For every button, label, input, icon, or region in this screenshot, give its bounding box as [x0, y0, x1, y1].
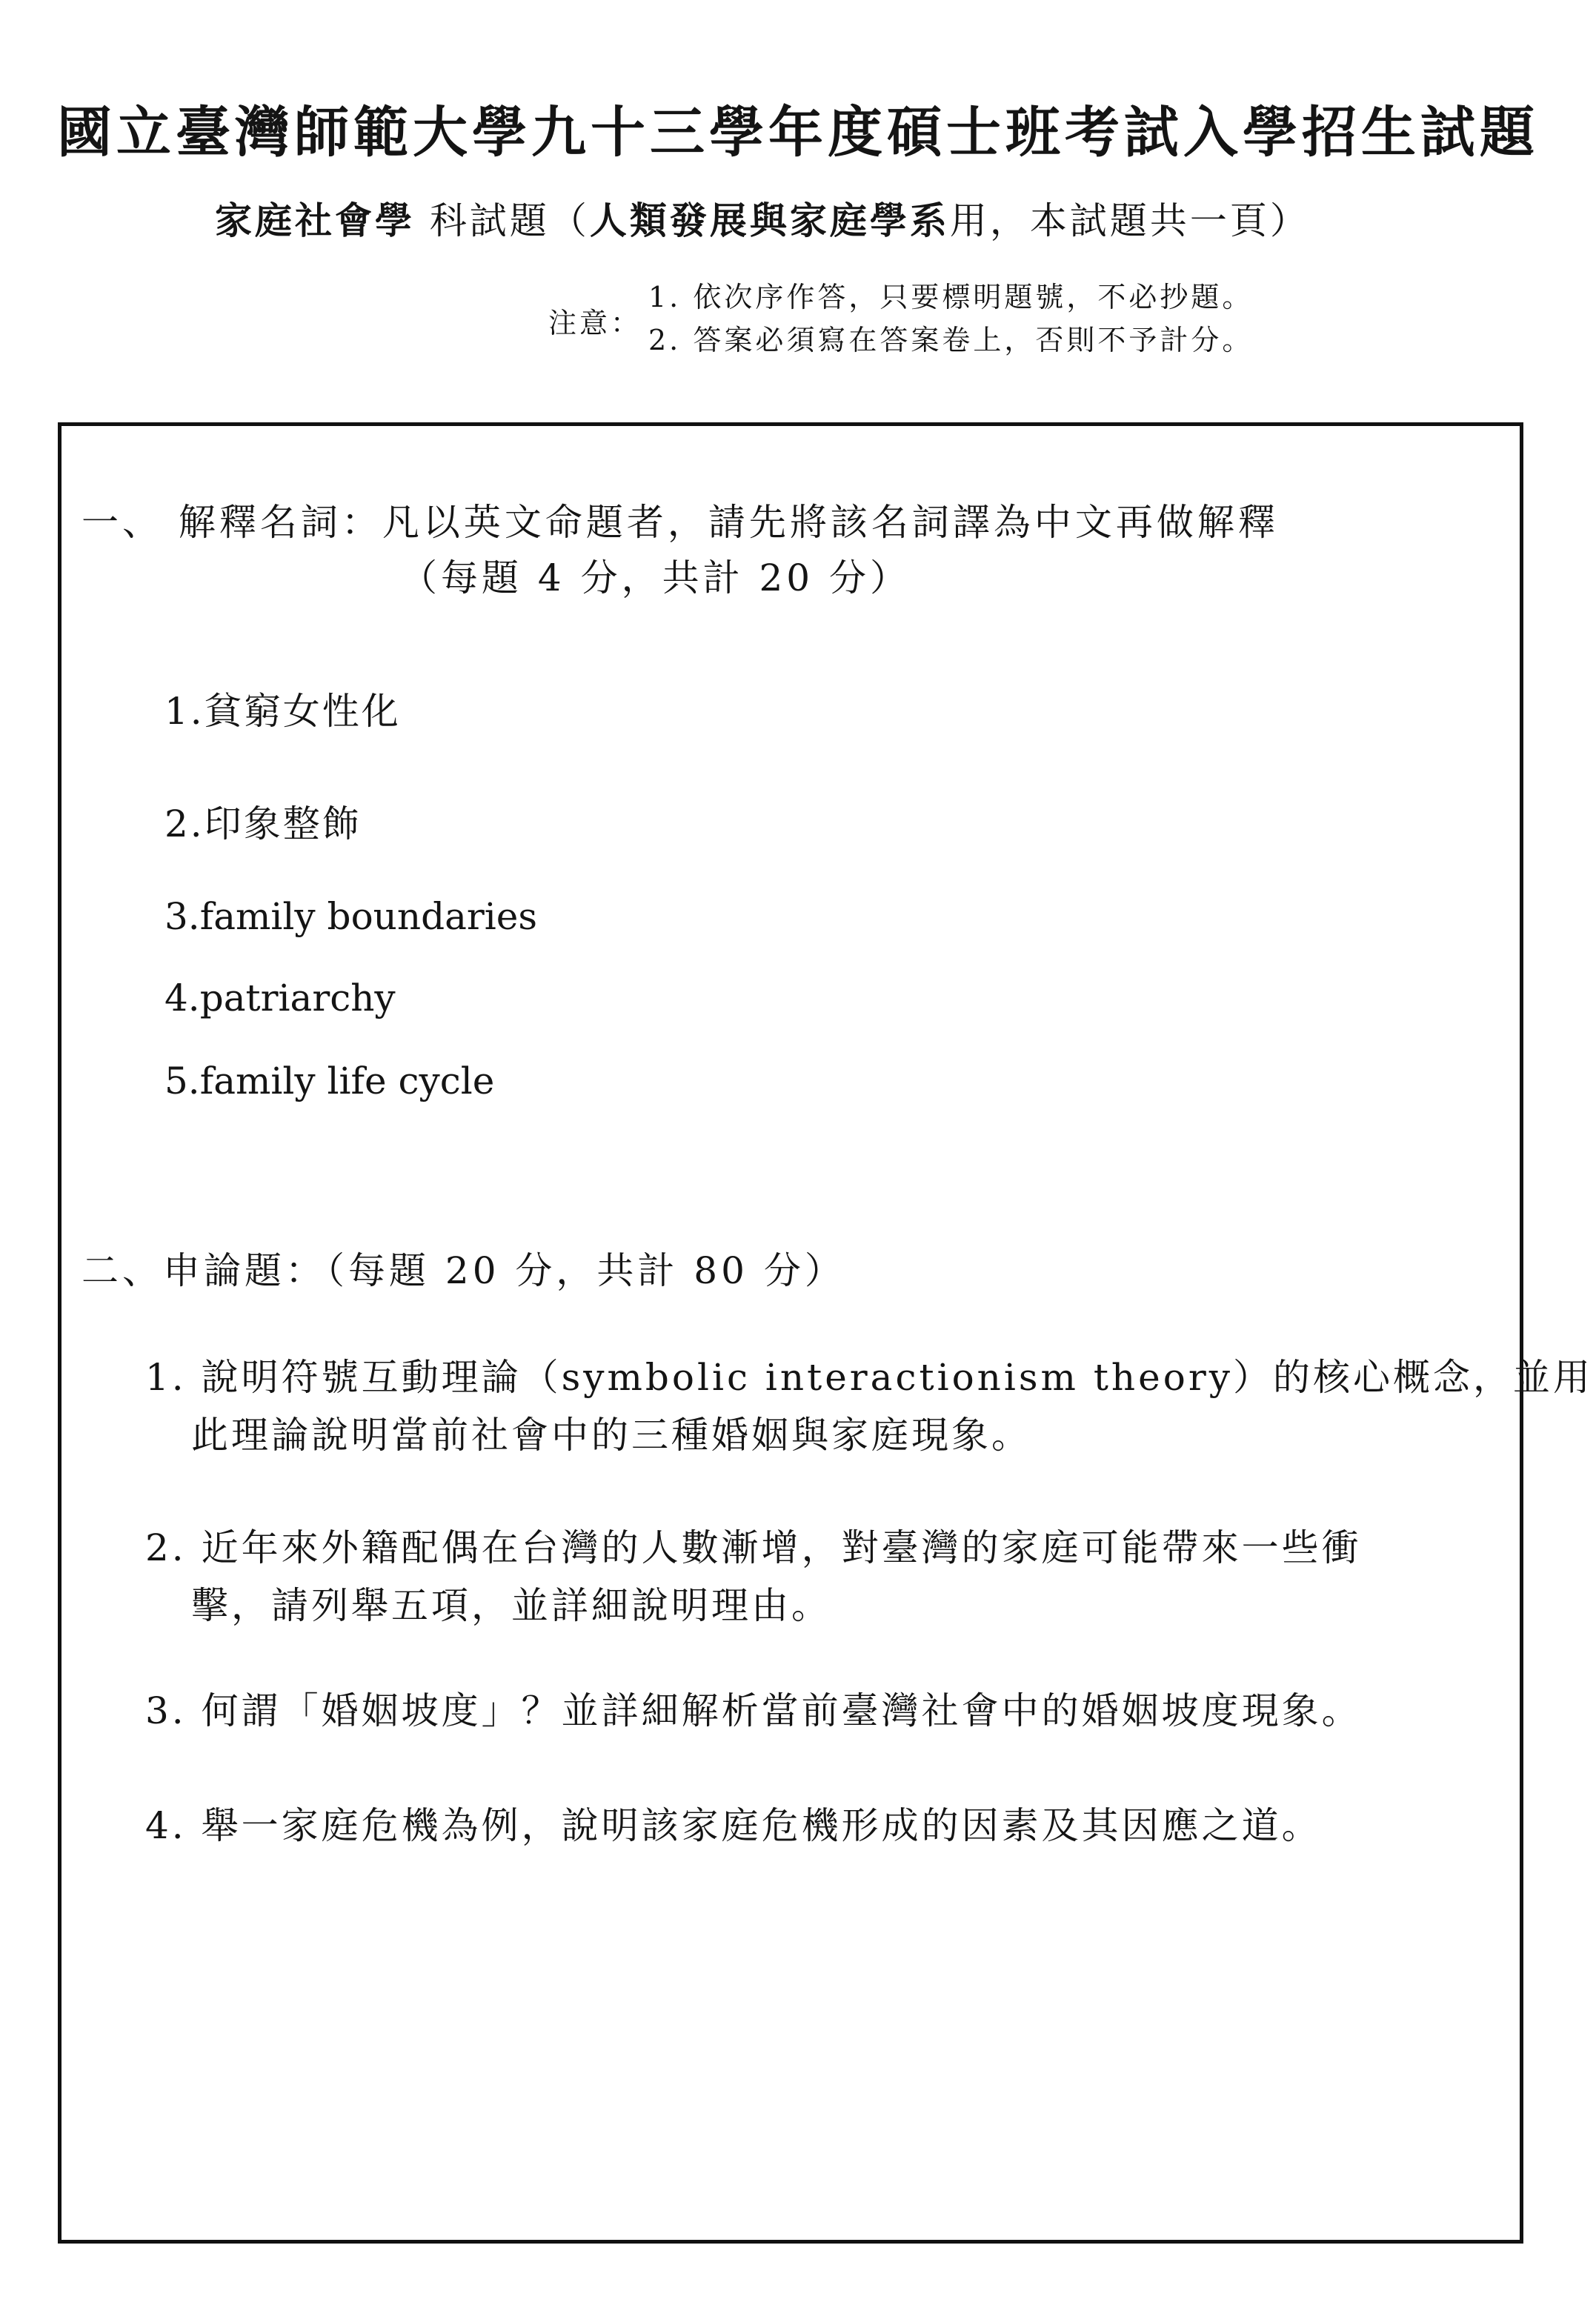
question-line: 擊，請列舉五項，並詳細說明理由。	[191, 1584, 831, 1627]
subtitle-mid: 科試題（	[415, 199, 590, 242]
essay-question	[145, 1348, 1593, 1464]
section1-scoring: （每題 4 分，共計 20 分）	[400, 556, 911, 599]
subtitle	[215, 191, 1310, 245]
subject-name: 家庭社會學	[215, 199, 415, 242]
question-line: 此理論說明當前社會中的三種婚姻與家庭現象。	[191, 1414, 1031, 1457]
subtitle-tail: 用，本試題共一頁）	[949, 199, 1310, 242]
term-item: 2.印象整飾	[164, 802, 362, 845]
essay-question	[145, 1519, 1509, 1634]
notice-label: 注意：	[548, 307, 642, 339]
essay-question	[145, 1797, 1509, 1855]
essay-question	[145, 1682, 1509, 1740]
section1-heading: 一、 解釋名詞：凡以英文命題者，請先將該名詞譯為中文再做解釋	[82, 501, 1279, 544]
notice-item: 1. 依次序作答，只要標明題號，不必抄題。	[648, 281, 1254, 313]
term-item: 5.family life cycle	[164, 1060, 495, 1103]
question-line: 4. 舉一家庭危機為例，說明該家庭危機形成的因素及其因應之道。	[145, 1804, 1322, 1847]
term-item: 1.貧窮女性化	[164, 690, 401, 733]
term-item: 4.patriarchy	[164, 977, 396, 1020]
page-title: 國立臺灣師範大學九十三學年度碩士班考試入學招生試題	[57, 101, 1539, 164]
question-line: 1. 說明符號互動理論（symbolic interactionism theory）的核心概念，並用	[145, 1356, 1593, 1399]
question-line: 3. 何謂「婚姻坡度」？並詳細解析當前臺灣社會中的婚姻坡度現象。	[145, 1689, 1362, 1732]
section2-heading: 二、申論題：（每題 20 分，共計 80 分）	[82, 1249, 845, 1292]
notice-item: 2. 答案必須寫在答案卷上，否則不予計分。	[648, 324, 1254, 356]
question-line: 2. 近年來外籍配偶在台灣的人數漸增，對臺灣的家庭可能帶來一些衝	[145, 1526, 1362, 1569]
term-item: 3.family boundaries	[164, 895, 538, 938]
department-name: 人類發展與家庭學系	[589, 199, 950, 242]
